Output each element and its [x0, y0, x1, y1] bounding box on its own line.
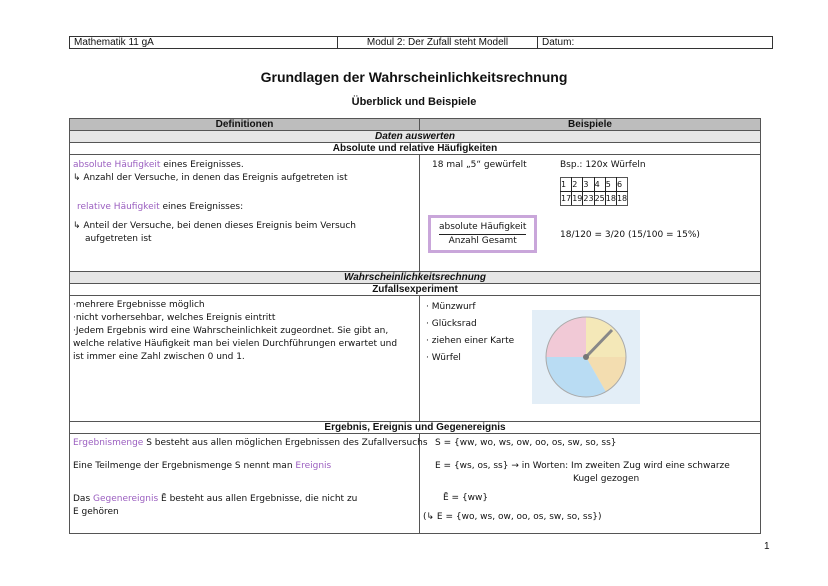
sample-space-example: S = {ww, wo, ws, ow, oo, os, sw, so, ss}	[435, 438, 617, 448]
relative-frequency-definition-1: ↳ Anteil der Versuche, bei denen dieses Ereignis beim Versuch	[73, 221, 357, 231]
section-title-data: Daten auswerten	[70, 131, 761, 143]
event-def-text: Eine Teilmenge der Ergebnismenge S nennt man	[73, 461, 296, 471]
random-experiment-examples	[420, 296, 761, 422]
def-line-2: ·nicht vorhersehbar, welches Ereignis eintritt	[73, 313, 276, 323]
document-header	[69, 36, 773, 49]
date-label: Datum:	[542, 37, 575, 48]
wheel-hub	[583, 354, 589, 360]
count-6: 18	[616, 192, 627, 206]
example-card: · ziehen einer Karte	[426, 336, 515, 346]
count-2: 19	[572, 192, 583, 206]
sample-space-term: Ergebnismenge	[73, 438, 144, 448]
random-experiment-definitions	[70, 296, 420, 422]
formula-denominator: Anzahl Gesamt	[448, 236, 517, 246]
def-line-4: welche relative Häufigkeit man bei vielen Durchführungen erwartet und	[73, 339, 398, 349]
event-term: Ereignis	[295, 461, 332, 471]
relative-frequency-formula	[428, 215, 537, 253]
def-line-5: ist immer eine Zahl zwischen 0 und 1.	[73, 352, 245, 362]
example-coin: · Münzwurf	[426, 302, 476, 312]
example-rolled-five: 18 mal „5“ gewürfelt	[432, 160, 527, 170]
col-head-definitions: Definitionen	[70, 119, 420, 131]
section-sub-frequencies: Absolute und relative Häufigkeiten	[70, 143, 761, 155]
relative-frequency-definition-2: aufgetreten ist	[85, 234, 152, 244]
def-line-3: ·Jedem Ergebnis wird eine Wahrscheinlichkeit zugeordnet. Sie gibt an,	[73, 326, 389, 336]
complement-def-rest: Ē besteht aus allen Ergebnisse, die nicht zu	[158, 494, 358, 504]
frequency-table	[560, 177, 628, 206]
face-6: 6	[616, 178, 627, 192]
page-subtitle: Überblick und Beispiele	[351, 96, 477, 108]
module-label: Modul 2: Der Zufall steht Modell	[338, 37, 538, 48]
relative-frequency-rest: eines Ereignisses:	[162, 202, 244, 212]
count-4: 25	[594, 192, 605, 206]
event-example-words: Kugel gezogen	[573, 474, 640, 484]
event-definitions	[70, 434, 428, 534]
complement-term: Gegenereignis	[93, 494, 159, 504]
face-4: 4	[594, 178, 605, 192]
relative-frequency-term: relative Häufigkeit	[77, 202, 160, 212]
absolute-frequency-term: absolute Häufigkeit	[73, 160, 161, 170]
page-number: 1	[764, 541, 770, 552]
course-label: Mathematik 11 gA	[70, 37, 338, 48]
event-full-example: (↳ E = {wo, ws, ow, oo, os, sw, so, ss})	[423, 512, 602, 522]
col-head-examples: Beispiele	[420, 119, 761, 131]
example-wheel: · Glücksrad	[426, 319, 477, 329]
complement-def-end: E gehören	[73, 507, 119, 517]
example-die: · Würfel	[426, 353, 461, 363]
frequency-examples	[420, 155, 761, 272]
page-title: Grundlagen der Wahrscheinlichkeitsrechnung	[260, 69, 568, 85]
face-3: 3	[583, 178, 594, 192]
complement-example: Ē = {ww}	[443, 493, 489, 503]
overview-table	[69, 118, 761, 534]
count-1: 17	[561, 192, 572, 206]
spinning-wheel-image	[532, 310, 640, 404]
frequency-definitions	[70, 155, 420, 272]
face-1: 1	[561, 178, 572, 192]
absolute-frequency-definition: ↳ Anzahl der Versuche, in denen das Ereignis aufgetreten ist	[73, 173, 348, 183]
event-examples	[420, 434, 761, 534]
complement-def-start: Das	[73, 494, 93, 504]
face-5: 5	[605, 178, 616, 192]
section-sub-outcome-event: Ergebnis, Ereignis und Gegenereignis	[70, 422, 761, 434]
event-example: E = {ws, os, ss} → in Worten: Im zweiten Zug wird eine schwarze	[435, 461, 730, 471]
absolute-frequency-rest: eines Ereignisses.	[163, 160, 244, 170]
section-sub-random-experiment: Zufallsexperiment	[70, 284, 761, 296]
def-line-1: ·mehrere Ergebnisse möglich	[73, 300, 205, 310]
section-title-probability: Wahrscheinlichkeitsrechnung	[70, 272, 761, 284]
example-120-rolls: Bsp.: 120x Würfeln	[560, 160, 646, 170]
sample-space-rest: S besteht aus allen möglichen Ergebnissen des Zufallversuchs	[143, 438, 428, 448]
count-3: 23	[583, 192, 594, 206]
count-5: 18	[605, 192, 616, 206]
relative-frequency-calculation: 18/120 = 3/20 (15/100 = 15%)	[560, 230, 700, 240]
face-2: 2	[572, 178, 583, 192]
formula-numerator: absolute Häufigkeit	[439, 221, 526, 235]
